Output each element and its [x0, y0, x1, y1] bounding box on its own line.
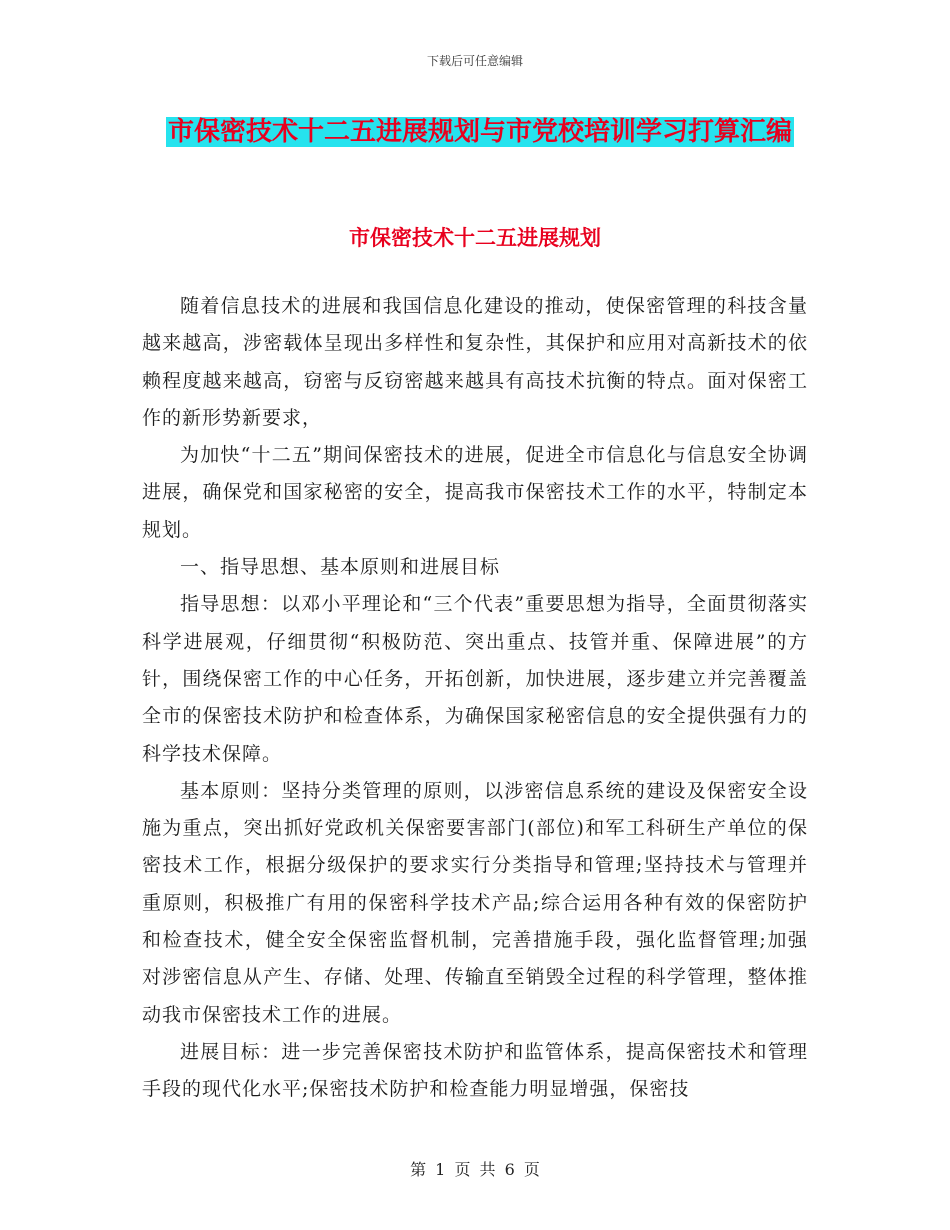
section-heading: 一、指导思想、基本原则和进展目标: [180, 556, 501, 579]
page-number: 第 1 页 共 6 页: [410, 1160, 540, 1179]
document-title-text: 市保密技术十二五进展规划与市党校培训学习打算汇编: [167, 117, 792, 147]
body-paragraph: 进展目标：进一步完善保密技术防护和监管体系，提高保密技术和管理手段的现代化水平;保密技术防护和检查能力明显增强，保密技: [142, 1040, 808, 1101]
body-paragraph: 随着信息技术的进展和我国信息化建设的推动，使保密管理的科技含量越来越高，涉密载体呈现出多样性和复杂性，其保护和应用对高新技术的依赖程度越来越高，窃密与反窃密越来越具有高技术抗衡的特点。面对保密工作的新形势新要求，: [142, 295, 808, 429]
header-note: 下载后可任意编辑: [426, 54, 523, 68]
body-paragraph: 为加快“十二五”期间保密技术的进展，促进全市信息化与信息安全协调进展，确保党和国家秘密的安全，提高我市保密技术工作的水平，特制定本规划。: [142, 444, 808, 541]
body-paragraph: 指导思想：以邓小平理论和“三个代表”重要思想为指导，全面贯彻落实科学进展观，仔细贯彻“积极防范、突出重点、技管并重、保障进展”的方针，围绕保密工作的中心任务，开拓创新，加快进展，逐步建立并完善覆盖全市的保密技术防护和检查体系，为确保国家秘密信息的安全提供强有力的科学技术保障。: [142, 593, 808, 765]
section-title: 市保密技术十二五进展规划: [349, 226, 601, 250]
document-body: [142, 288, 808, 1109]
body-paragraph: 基本原则：坚持分类管理的原则，以涉密信息系统的建设及保密安全设施为重点，突出抓好党政机关保密要害部门(部位)和军工科研生产单位的保密技术工作，根据分级保护的要求实行分类指导和管理;坚持技术与管理并重原则，积极推广有用的保密科学技术产品;综合运用各种有效的保密防护和检查技术，健全安全保密监督机制，完善措施手段，强化监督管理;加强对涉密信息从产生、存储、处理、传输直至销毁全过程的科学管理，整体推动我市保密技术工作的进展。: [142, 779, 808, 1026]
document-title: [150, 110, 810, 154]
